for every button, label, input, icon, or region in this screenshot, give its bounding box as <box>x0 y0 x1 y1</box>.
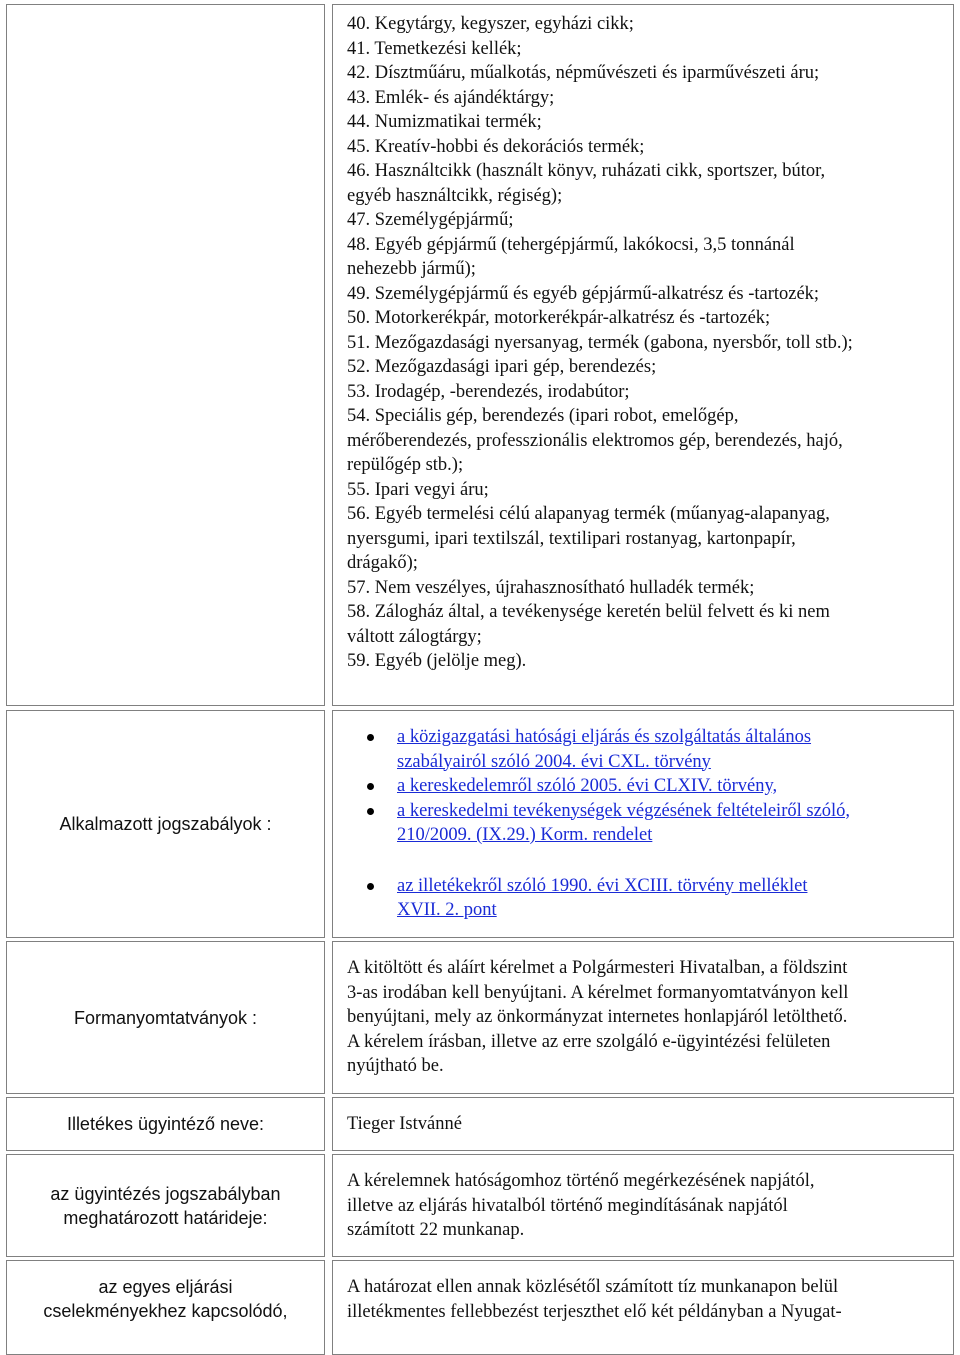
list-item: 56. Egyéb termelési célú alapanyag termék (műanyag-alapanyag, <box>347 504 830 524</box>
list-item: 55. Ipari vegyi áru; <box>347 479 489 500</box>
list-item: egyéb használtcikk, régiség); <box>347 185 563 206</box>
applied-laws-label-cell <box>6 710 325 938</box>
list-item: nyersgumi, ipari textilszál, textilipari rostanyag, kartonpapír, <box>347 528 796 549</box>
procedure-label-cell <box>6 1260 325 1355</box>
law-link-korm-rendelet[interactable]: a kereskedelmi tevékenységek végzésének feltételeiről szóló, 210/2009. (IX.29.) Korm. rendelet <box>397 800 851 845</box>
forms-text-line: nyújtható be. <box>347 1056 444 1076</box>
forms-text-line: A kitöltött és aláírt kérelmet a Polgármesteri Hivatalban, a földszint <box>347 958 848 978</box>
list-item: 58. Zálogház által, a tevékenysége keretén belül felvett és ki nem <box>347 602 830 622</box>
row-list-label-cell <box>6 4 325 706</box>
list-item: 48. Egyéb gépjármű (tehergépjármű, lakókocsi, 3,5 tonnánál <box>347 234 795 255</box>
list-item: 45. Kreatív-hobbi és dekorációs termék; <box>347 136 645 157</box>
law-link-kereskedelem[interactable]: a kereskedelemről szóló 2005. évi CLXIV. törvény, <box>397 776 778 796</box>
deadline-label: az ügyintézés jogszabályban meghatározott határideje: <box>50 1183 281 1228</box>
forms-text-line: 3-as irodában kell benyújtani. A kérelmet formanyomtatványon kell <box>347 982 849 1003</box>
list-item: 41. Temetkezési kellék; <box>347 38 522 59</box>
list-item: drágakő); <box>347 553 418 573</box>
applied-laws-cell <box>332 710 954 938</box>
deadline-label-cell <box>6 1154 325 1257</box>
list-item: 51. Mezőgazdasági nyersanyag, termék (gabona, nyersbőr, toll stb.); <box>347 332 853 353</box>
list-item: váltott zálogtárgy; <box>347 626 482 647</box>
procedure-text-line: illetékmentes fellebbezést terjeszthet elő két példányban a Nyugat- <box>347 1301 842 1322</box>
list-item: 57. Nem veszélyes, újrahasznosítható hulladék termék; <box>347 577 755 598</box>
law-link-ket[interactable]: a közigazgatási hatósági eljárás és szolgáltatás általános szabályairól szóló 2004. évi CXL. törvény <box>397 727 812 772</box>
procedure-text-line: A határozat ellen annak közlésétől számított tíz munkanapon belül <box>347 1277 839 1297</box>
clerk-label: Illetékes ügyintéző neve: <box>66 1114 265 1134</box>
list-item: 40. Kegytárgy, kegyszer, egyházi cikk; <box>347 14 634 34</box>
list-item: 43. Emlék- és ajándéktárgy; <box>347 87 555 108</box>
bullet-icon <box>367 883 374 890</box>
forms-text-line: A kérelem írásban, illetve az erre szolgáló e-ügyintézési felületen <box>347 1031 831 1052</box>
clerk-label-cell <box>6 1097 325 1151</box>
law-list-item <box>333 725 953 774</box>
forms-text-cell <box>332 941 954 1094</box>
list-item: 46. Használtcikk (használt könyv, ruházati cikk, sportszer, bútor, <box>347 161 826 181</box>
list-item: repülőgép stb.); <box>347 455 464 475</box>
list-item: 59. Egyéb (jelölje meg). <box>347 651 527 671</box>
list-item: 49. Személygépjármű és egyéb gépjármű-alkatrész és -tartozék; <box>347 283 820 304</box>
forms-text-line: benyújtani, mely az önkormányzat internetes honlapjáról letölthető. <box>347 1007 848 1027</box>
law-list-item <box>333 774 953 799</box>
applied-laws-label: Alkalmazott jogszabályok : <box>59 814 272 834</box>
list-item: 47. Személygépjármű; <box>347 210 514 230</box>
law-link-illetek[interactable]: az illetékekről szóló 1990. évi XCIII. törvény melléklet XVII. 2. pont <box>397 875 808 920</box>
deadline-text-line: számított 22 munkanap. <box>347 1220 525 1240</box>
bullet-icon <box>367 808 374 815</box>
law-list-item <box>333 874 953 923</box>
list-item: mérőberendezés, professzionális elektromos gép, berendezés, hajó, <box>347 430 843 451</box>
procedure-label: az egyes eljárási cselekményekhez kapcsolódó, <box>43 1277 288 1321</box>
product-list-cell <box>332 4 954 706</box>
procedure-text-cell <box>332 1260 954 1355</box>
list-item: nehezebb jármű); <box>347 259 476 279</box>
deadline-text-cell <box>332 1154 954 1257</box>
clerk-name-cell <box>332 1097 954 1151</box>
law-list-item <box>333 799 953 848</box>
list-item: 53. Irodagép, -berendezés, irodabútor; <box>347 381 630 402</box>
clerk-name: Tieger Istvánné <box>347 1114 462 1134</box>
law-link-list <box>333 725 953 923</box>
deadline-text-line: illetve az eljárás hivatalból történő megindításának napjától <box>347 1195 788 1216</box>
forms-label-cell <box>6 941 325 1094</box>
forms-label: Formanyomtatványok : <box>73 1007 258 1028</box>
bullet-icon <box>367 734 374 741</box>
list-item: 50. Motorkerékpár, motorkerékpár-alkatrész és -tartozék; <box>347 308 771 328</box>
list-item: 44. Numizmatikai termék; <box>347 112 542 132</box>
deadline-text-line: A kérelemnek hatóságomhoz történő megérkezésének napjától, <box>347 1171 815 1191</box>
list-item: 52. Mezőgazdasági ipari gép, berendezés; <box>347 357 657 377</box>
list-item: 54. Speciális gép, berendezés (ipari robot, emelőgép, <box>347 406 739 426</box>
list-item: 42. Dísztműáru, műalkotás, népművészeti és iparművészeti áru; <box>347 63 820 83</box>
bullet-icon <box>367 783 374 790</box>
